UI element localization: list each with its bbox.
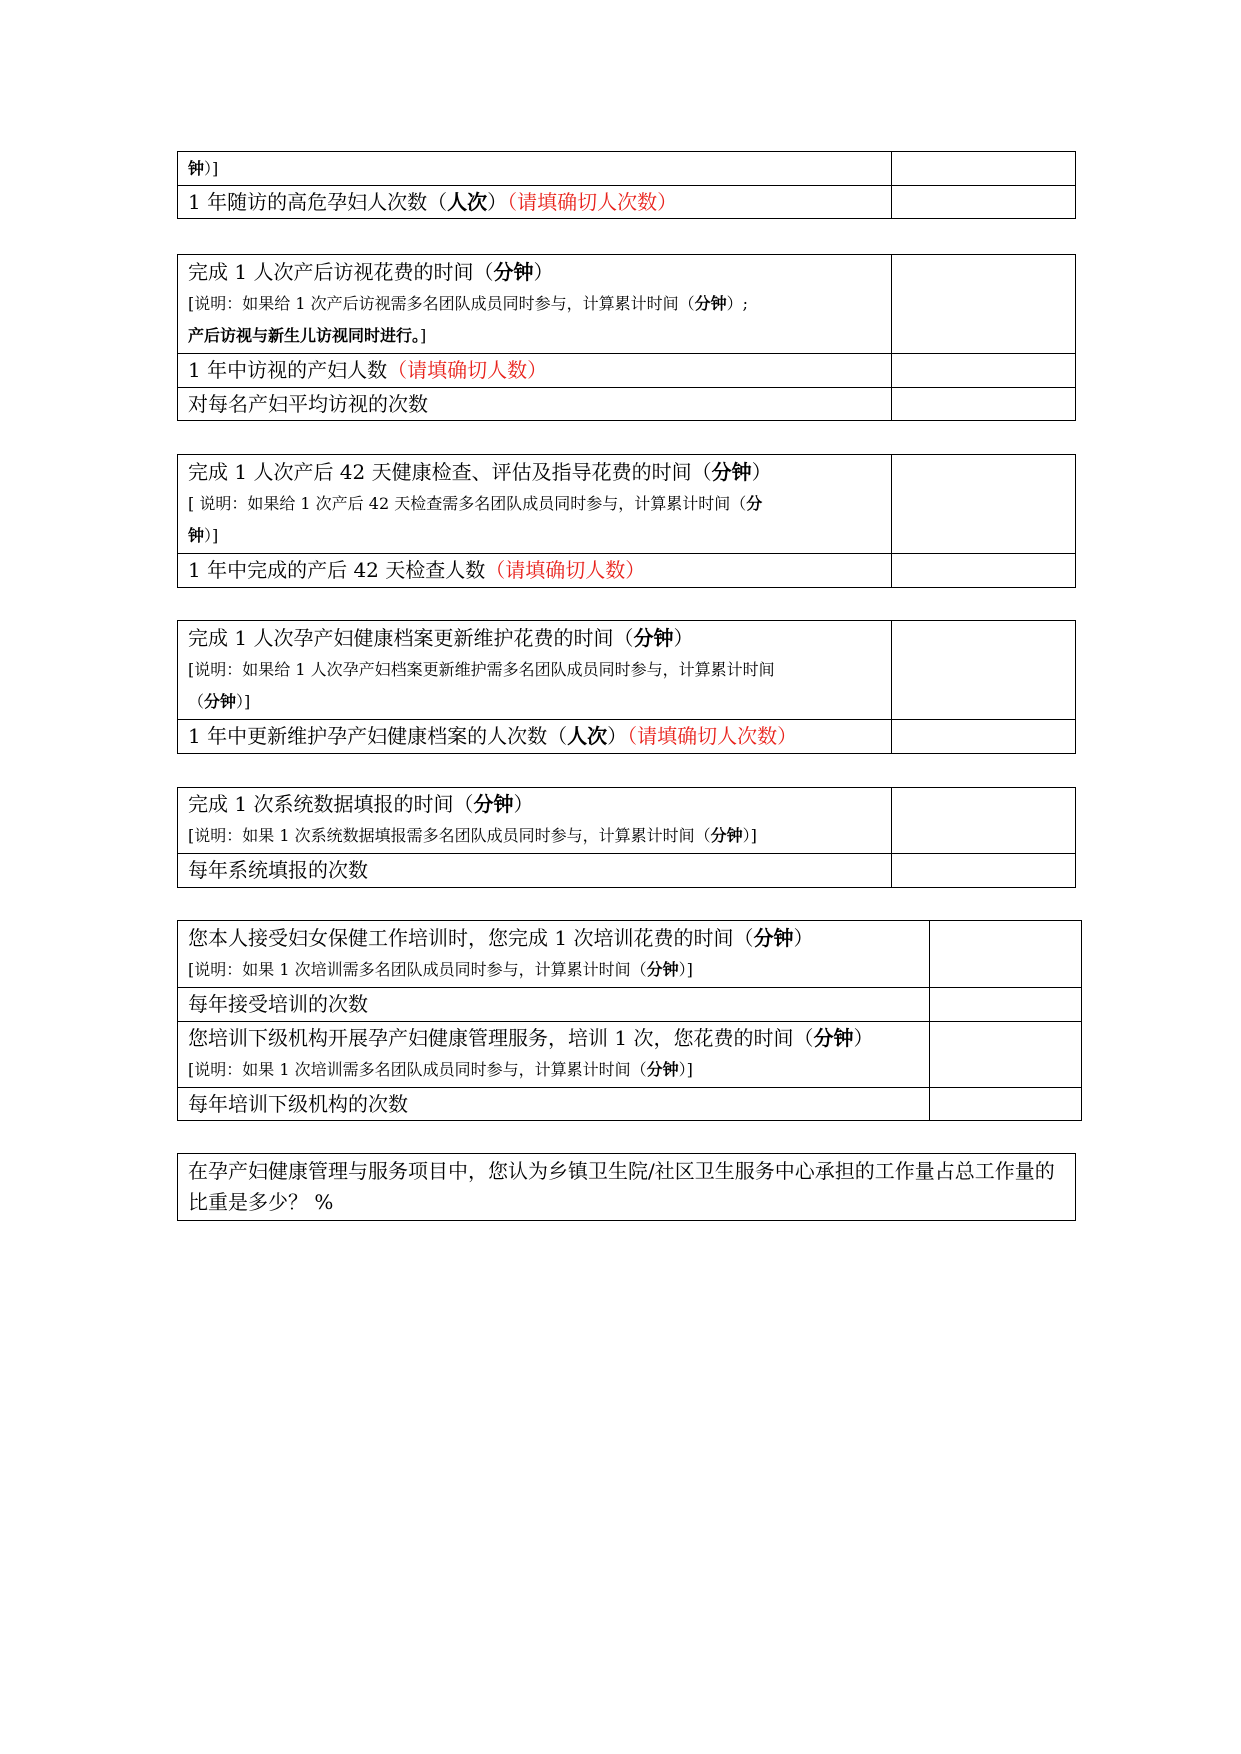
- answer-cell[interactable]: [892, 152, 1076, 186]
- question-close: ）: [793, 925, 814, 950]
- table-health-records: [177, 620, 1076, 754]
- question-close: ）: [513, 792, 534, 816]
- question-cell: [178, 455, 892, 554]
- table-training: [177, 920, 1082, 1121]
- answer-cell[interactable]: [930, 988, 1082, 1022]
- note-text: ]: [420, 325, 427, 345]
- table-data-reporting: [177, 787, 1076, 888]
- question-close: ）: [853, 1026, 874, 1050]
- question-text: 在孕产妇健康管理与服务项目中，您认为乡镇卫生院/社区卫生服务中心承担的工作量占总工作量的比重是多少？ %: [188, 1159, 1055, 1214]
- question-cell[interactable]: [178, 1154, 1076, 1221]
- answer-cell[interactable]: [892, 621, 1076, 720]
- answer-cell[interactable]: [930, 1022, 1082, 1088]
- table-postpartum-visit: [177, 254, 1076, 421]
- table-high-risk-followup: [177, 151, 1076, 219]
- question-cell: [178, 621, 892, 720]
- note-bold: 分钟: [710, 826, 743, 845]
- note-bold: 钟: [188, 525, 205, 545]
- table-postpartum-42day: [177, 454, 1076, 588]
- note-text: ）]: [236, 691, 251, 711]
- question-cell: [178, 255, 892, 354]
- question-cell: [178, 1088, 930, 1121]
- question-text: 您培训下级机构开展孕产妇健康管理服务，培训 1 次，您花费的时间（: [188, 1026, 814, 1050]
- note-bold: 分钟: [694, 293, 727, 313]
- unit-label: 分钟: [493, 259, 534, 284]
- note-bold: 分钟: [646, 1060, 679, 1079]
- question-cell: [178, 186, 892, 219]
- note-text: [说明：如果 1 次培训需多名团队成员同时参与，计算累计时间（: [188, 959, 647, 979]
- note-text: [说明：如果给 1 人次孕产妇档案更新维护需多名团队成员同时参与，计算累计时间: [188, 659, 775, 679]
- question-cell: [178, 388, 892, 421]
- note-text: ）]: [204, 525, 219, 545]
- note-text: [ 说明：如果给 1 次产后 42 天检查需多名团队成员同时参与，计算累计时间（: [188, 493, 747, 513]
- question-cell: [178, 854, 892, 888]
- question-close: ）: [533, 259, 554, 284]
- question-text: 每年系统填报的次数: [188, 858, 368, 882]
- answer-cell[interactable]: [930, 1088, 1082, 1121]
- answer-cell[interactable]: [892, 720, 1076, 754]
- exact-count-hint: （请填确切人次数）: [507, 189, 678, 214]
- note-text: ）;: [726, 293, 749, 313]
- note-text: [说明：如果给 1 次产后访视需多名团队成员同时参与，计算累计时间（: [188, 293, 695, 313]
- question-close: ）: [607, 724, 628, 748]
- table-workload-share: [177, 1153, 1076, 1221]
- note-bold: 分钟: [204, 691, 237, 711]
- question-close: ）: [487, 189, 508, 214]
- note-text: ）]: [742, 826, 757, 845]
- question-cell: [178, 720, 892, 754]
- note-text: ）]: [204, 158, 219, 178]
- note-text: [说明：如果 1 次系统数据填报需多名团队成员同时参与，计算累计时间（: [188, 826, 711, 845]
- question-cell: [178, 988, 930, 1022]
- note-text: ）]: [678, 1060, 693, 1079]
- answer-cell[interactable]: [930, 921, 1082, 988]
- note-bold: 分: [746, 493, 763, 513]
- question-text: 完成 1 人次产后 42 天健康检查、评估及指导花费的时间（: [188, 459, 712, 484]
- unit-label: 分钟: [753, 925, 794, 950]
- question-text: 1 年中访视的产妇人数: [188, 358, 388, 382]
- unit-label: 分钟: [473, 792, 514, 816]
- question-close: ）: [673, 625, 694, 650]
- answer-cell[interactable]: [892, 255, 1076, 354]
- question-cell: [178, 788, 892, 854]
- answer-cell[interactable]: [892, 788, 1076, 854]
- answer-cell[interactable]: [892, 388, 1076, 421]
- question-text: 对每名产妇平均访视的次数: [188, 391, 428, 416]
- note-text: [说明：如果 1 次培训需多名团队成员同时参与，计算累计时间（: [188, 1060, 647, 1079]
- question-cell: [178, 554, 892, 588]
- note-bold: 钟: [188, 158, 205, 178]
- note-bold: 产后访视与新生儿访视同时进行。: [188, 325, 421, 345]
- question-cell: [178, 354, 892, 388]
- question-cell: [178, 921, 930, 988]
- question-cell: [178, 1022, 930, 1088]
- unit-label: 分钟: [813, 1026, 854, 1050]
- answer-cell[interactable]: [892, 554, 1076, 588]
- exact-count-hint: （请填确切人数）: [387, 358, 548, 382]
- question-text: 1 年中完成的产后 42 天检查人数: [188, 558, 486, 582]
- question-text: 1 年中更新维护孕产妇健康档案的人次数（: [188, 724, 568, 748]
- exact-count-hint: （请填确切人数）: [485, 558, 646, 582]
- question-text: 您本人接受妇女保健工作培训时，您完成 1 次培训花费的时间（: [188, 925, 754, 950]
- unit-label: 人次: [567, 724, 608, 748]
- note-cell: [178, 152, 892, 186]
- unit-label: 分钟: [711, 459, 752, 484]
- question-close: ）: [751, 459, 772, 484]
- unit-label: 分钟: [633, 625, 674, 650]
- note-bold: 分钟: [646, 959, 679, 979]
- question-text: 1 年随访的高危孕妇人次数（: [188, 189, 448, 214]
- note-text: ）]: [678, 959, 693, 979]
- question-text: 完成 1 人次孕产妇健康档案更新维护花费的时间（: [188, 625, 634, 650]
- question-text: 完成 1 次系统数据填报的时间（: [188, 792, 474, 816]
- answer-cell[interactable]: [892, 455, 1076, 554]
- unit-label: 人次: [447, 189, 488, 214]
- question-text: 完成 1 人次产后访视花费的时间（: [188, 259, 494, 284]
- answer-cell[interactable]: [892, 354, 1076, 388]
- question-text: 每年培训下级机构的次数: [188, 1091, 408, 1116]
- exact-count-hint: （请填确切人次数）: [627, 724, 798, 748]
- answer-cell[interactable]: [892, 854, 1076, 888]
- question-text: 每年接受培训的次数: [188, 992, 368, 1016]
- answer-cell[interactable]: [892, 186, 1076, 219]
- note-text: （: [188, 691, 205, 711]
